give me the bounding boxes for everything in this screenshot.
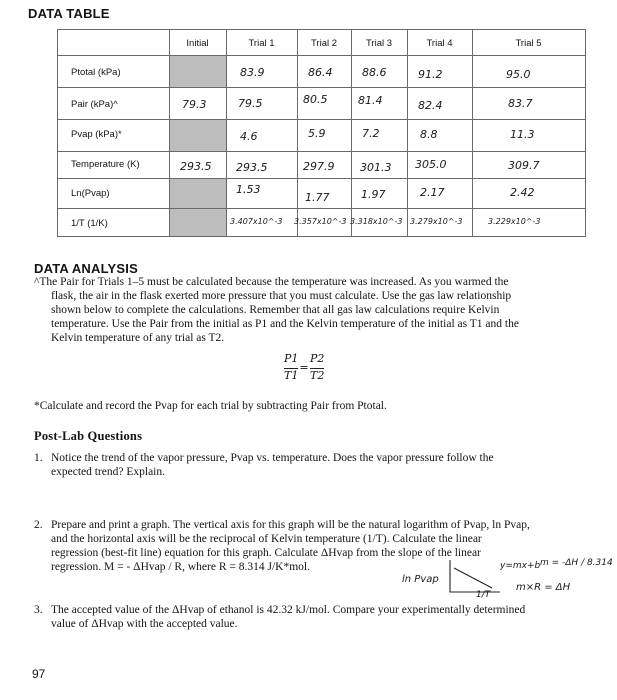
cell-pair-trial-3: 81.4 [358,94,383,107]
shaded-cell [169,55,226,87]
q2-line-4: regression. M = - ΔHvap / R, where R = 8.314 J/K*mol. [51,561,310,573]
q1-number: 1. [34,452,43,464]
note-eq-slope: m = -ΔH / 8.314 [540,558,613,568]
q2-number: 2. [34,519,43,531]
cell-ln-trial-5: 2.42 [510,186,535,199]
row-label-pvap: Pvap (kPa)* [71,129,122,140]
q2-line-2: and the horizontal axis will be the reciprocal of Kelvin temperature (1/T). Calculate the linear [51,533,482,545]
sketch-x-axis-label: 1/T [476,590,491,600]
note-eq-enthalpy: m×R = ΔH [516,582,571,593]
cell-pvap-trial-2: 5.9 [308,127,326,140]
col-header-initial: Initial [186,38,209,49]
q1-line-1: Notice the trend of the vapor pressure, Pvap vs. temperature. Does the vapor pressure follow the [51,452,494,464]
data-table-title: DATA TABLE [28,6,110,21]
q2-line-3: regression (best-fit line) equation for this graph. Calculate ΔHvap from the slope of the linear [51,547,481,559]
col-header-trial-4: Trial 4 [426,38,453,49]
col-header-trial-2: Trial 2 [310,38,338,49]
note-eq-linear: y=mx+b [500,561,541,571]
data-analysis-heading: DATA ANALYSIS [34,261,138,276]
q2-line-1: Prepare and print a graph. The vertical axis for this graph will be the natural logarithm of Pvap, ln Pvap, [51,519,530,531]
cell-temp-trial-3: 301.3 [360,161,392,174]
cell-ptotal-trial-1: 83.9 [240,66,265,79]
cell-pair-initial: 79.3 [182,98,207,111]
cell-ptotal-trial-5: 95.0 [506,68,531,81]
cell-pair-trial-5: 83.7 [508,97,533,110]
cell-ptotal-trial-3: 88.6 [362,66,387,79]
cell-temp-trial-5: 309.7 [508,159,540,172]
cell-ln-trial-4: 2.17 [420,186,445,199]
shaded-cell [169,119,226,151]
formula-p2: P2 [310,352,325,365]
cell-inv-t-trial-5: 3.229x10^-3 [488,217,541,226]
cell-ptotal-trial-4: 91.2 [418,68,443,81]
row-label-inverse-t: 1/T (1/K) [71,218,108,229]
cell-pair-trial-1: 79.5 [238,97,263,110]
cell-pvap-trial-1: 4.6 [240,130,258,143]
col-header-trial-3: Trial 3 [365,38,393,49]
cell-pvap-trial-4: 8.8 [420,128,438,141]
cell-ln-trial-3: 1.97 [361,188,386,201]
analysis-para-line-5: Kelvin temperature of any trial as T2. [51,332,225,344]
analysis-para-line-2: flask, the air in the flask exerted more pressure that you must calculate. Use the gas law relationship [51,290,512,302]
row-label-ptotal: Ptotal (kPa) [71,67,121,78]
row-label-pair: Pair (kPa)^ [71,99,118,110]
cell-inv-t-trial-1: 3.407x10^-3 [230,217,283,226]
cell-temp-initial: 293.5 [180,160,212,173]
cell-pair-trial-4: 82.4 [418,99,443,112]
formula-p1: P1 [284,352,299,365]
col-header-trial-5: Trial 5 [515,38,542,49]
sketch-y-axis-label: ln Pvap [402,574,439,585]
analysis-note: *Calculate and record the Pvap for each trial by subtracting Pair from Ptotal. [34,400,387,412]
cell-ptotal-trial-2: 86.4 [308,66,333,79]
cell-ln-trial-1: 1.53 [236,183,261,196]
postlab-heading: Post-Lab Questions [34,429,143,443]
cell-inv-t-trial-3: 3.318x10^-3 [350,217,403,226]
analysis-para-line-3: shown below to complete the calculations. Remember that all gas law calculations require Kelvin [51,304,500,316]
formula-t2: T2 [310,369,325,382]
formula-equals: = [299,361,309,374]
cell-temp-trial-2: 297.9 [303,160,335,173]
page-number: 97 [32,667,46,681]
row-label-temperature: Temperature (K) [71,159,140,170]
q3-line-1: The accepted value of the ΔHvap of ethanol is 42.32 kJ/mol. Compare your experimentally determined [51,604,526,616]
formula-t1: T1 [284,369,299,382]
shaded-cell [169,178,226,236]
cell-pvap-trial-5: 11.3 [510,128,535,141]
cell-inv-t-trial-2: 3.357x10^-3 [294,217,347,226]
q3-line-2: value of ΔHvap with the accepted value. [51,618,238,630]
col-header-trial-1: Trial 1 [248,38,275,49]
q3-number: 3. [34,604,43,616]
cell-temp-trial-1: 293.5 [236,161,268,174]
analysis-para-line-1: ^The Pair for Trials 1–5 must be calculated because the temperature was increased. As you warmed the [34,276,509,288]
cell-inv-t-trial-4: 3.279x10^-3 [410,217,463,226]
cell-pvap-trial-3: 7.2 [362,127,380,140]
q1-line-2: expected trend? Explain. [51,466,165,478]
cell-temp-trial-4: 305.0 [415,158,447,171]
cell-pair-trial-2: 80.5 [303,93,328,106]
cell-ln-trial-2: 1.77 [305,191,330,204]
row-label-ln-pvap: Ln(Pvap) [71,188,110,199]
analysis-para-line-4: temperature. Use the Pair from the initial as P1 and the Kelvin temperature of the initial as T1 and the [51,318,519,330]
data-table [57,29,586,237]
